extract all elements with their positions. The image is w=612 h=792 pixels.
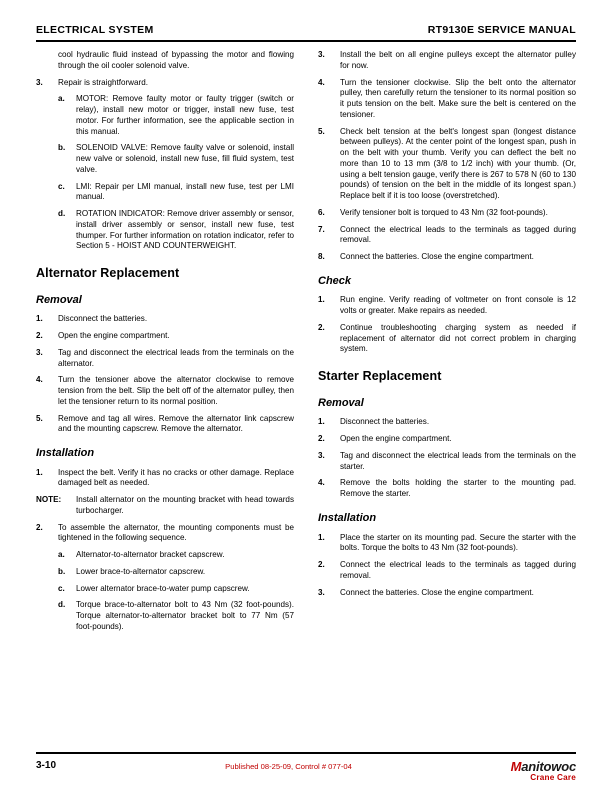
list-item-text: Run engine. Verify reading of voltmeter on front console is 12 volts or greater. Make repairs as needed. xyxy=(340,295,576,316)
footer-page-number: 3-10 xyxy=(36,760,57,771)
list-item xyxy=(318,127,576,202)
list-item xyxy=(318,225,576,247)
list-item-marker: 3. xyxy=(36,347,43,357)
list-item-text: Disconnect the batteries. xyxy=(58,314,148,324)
list-item xyxy=(36,314,294,325)
list-item-text: Torque brace-to-alternator bolt to 43 Nm (32 foot-pounds). Torque alternator-to-alternator bracket bolt to 77 Nm (57 foot-pounds). xyxy=(76,600,294,631)
subsection-heading: Check xyxy=(318,274,352,287)
list-item-marker: b. xyxy=(58,143,66,153)
list-item-marker: 5. xyxy=(36,413,43,423)
list-item-text: Inspect the belt. Verify it has no cracks or other damage. Replace damaged belt as needed. xyxy=(58,467,294,488)
list-item xyxy=(318,295,576,317)
list-item-marker: a. xyxy=(58,94,65,104)
list-item xyxy=(36,414,294,436)
list-item-text: To assemble the alternator, the mounting components must be tightened in the following sequence. xyxy=(58,522,294,543)
list-item-text: Install the belt on all engine pulleys except the alternator pulley for now. xyxy=(340,50,576,70)
header-section-title: ELECTRICAL SYSTEM xyxy=(36,24,154,36)
list-item-marker: 4. xyxy=(318,77,325,87)
sub-list-item xyxy=(58,182,294,204)
list-item-marker: 1. xyxy=(318,417,325,427)
list-item xyxy=(318,417,576,428)
list-item-marker: 8. xyxy=(318,252,325,261)
list-item-text: ROTATION INDICATOR: Remove driver assembly or sensor, install driver assembly or sensor, install new fuse, test thumper. For further information on rotation indicator, refer to Section 5 - HOIST AND COUNTERWEIGHT. xyxy=(76,209,294,251)
page-columns xyxy=(36,50,576,750)
section-heading: Alternator Replacement xyxy=(36,266,180,280)
paragraph: cool hydraulic fluid instead of bypassing the motor and flowing through the oil cooler solenoid valve. xyxy=(58,50,294,70)
subsection-heading: Removal xyxy=(36,293,82,306)
subsection-heading: Installation xyxy=(36,447,95,459)
list-item-marker: 3. xyxy=(318,450,325,460)
list-item xyxy=(318,560,576,582)
footer-publication-info: Published 08-25-09, Control # 077-04 xyxy=(225,762,352,771)
list-item-marker: 3. xyxy=(318,50,325,59)
list-item-text: Remove the bolts holding the starter to the mounting pad. Remove the starter. xyxy=(340,478,576,499)
list-item-marker: 2. xyxy=(318,322,325,332)
list-item-text: SOLENOID VALVE: Remove faulty valve or solenoid, install new valve or solenoid, install new fuse, fill fluid system, test valve. xyxy=(76,143,294,174)
list-item-marker: 1. xyxy=(318,532,325,542)
list-item-marker: 1. xyxy=(36,314,43,324)
list-item-marker: d. xyxy=(58,600,66,610)
list-item-marker: 4. xyxy=(318,478,325,488)
sub-list-item xyxy=(58,584,294,595)
note-text: Install alternator on the mounting bracket with head towards turbocharger. xyxy=(76,495,294,515)
list-item-text: Check belt tension at the belt's longest span (longest distance between pulleys). At the center point of the longest span, push in on the belt with your thumb. Verify you can deflect the belt no more than 10 to 13 mm (3/8 to 1/2 inch) with your thumb. (Or, using a belt tension gauge, verify there is 267 to 578 N (60 to 130 pounds) of tension on the belt in the middle of its longest span.) Replace belt if it is too loose (overstretched). xyxy=(340,126,576,200)
right-column xyxy=(318,50,576,750)
list-item-marker: d. xyxy=(58,209,66,218)
sub-list-item xyxy=(58,94,294,137)
list-item-marker: 2. xyxy=(318,434,325,444)
list-item-text: Turn the tensioner clockwise. Slip the belt onto the alternator pulley, then carefully return the tensioner to its normal position so it puts tension on the belt. Make sure the belt is centered on the tensioner. xyxy=(340,77,576,119)
list-item-marker: 3. xyxy=(36,77,43,87)
list-item-text: Open the engine compartment. xyxy=(340,434,452,444)
logo-tagline: Crane Care xyxy=(530,772,576,782)
note-label: NOTE: xyxy=(36,495,62,505)
list-item-text: Lower alternator brace-to-water pump capscrew. xyxy=(76,583,250,593)
list-item xyxy=(318,478,576,500)
left-column xyxy=(36,50,294,750)
list-item-marker: 7. xyxy=(318,224,325,234)
logo-wordmark-rest: anitowoc xyxy=(521,759,576,774)
section-heading: Starter Replacement xyxy=(318,369,442,384)
list-item xyxy=(318,252,576,263)
list-item xyxy=(318,323,576,355)
subsection-heading: Removal xyxy=(318,396,364,409)
logo-wordmark xyxy=(451,760,576,774)
list-item xyxy=(318,533,576,555)
list-item-text: Remove and tag all wires. Remove the alternator link capscrew and the mounting capscrew. Remove the alternator. xyxy=(58,413,294,434)
list-item xyxy=(318,588,576,599)
list-item-text: Open the engine compartment. xyxy=(58,331,170,340)
list-item xyxy=(318,50,576,72)
list-item-text: Connect the batteries. Close the engine compartment. xyxy=(340,587,534,597)
sub-list-item xyxy=(58,209,294,252)
list-item-text: Tag and disconnect the electrical leads from the terminals on the alternator. xyxy=(58,347,294,368)
list-item-marker: 5. xyxy=(318,126,325,136)
manitowoc-logo xyxy=(451,760,576,782)
list-item-text: Repair is straightforward. xyxy=(58,77,148,87)
list-item xyxy=(36,331,294,342)
list-item-marker: 1. xyxy=(318,295,325,305)
list-item-marker: 2. xyxy=(36,331,43,340)
list-item-marker: a. xyxy=(58,550,65,560)
list-item xyxy=(318,208,576,219)
page-footer xyxy=(36,752,576,782)
list-item-marker: 1. xyxy=(36,467,43,477)
list-item xyxy=(36,348,294,370)
page-header xyxy=(36,24,576,42)
list-item-text: Turn the tensioner above the alternator clockwise to remove tension from the belt. Slip the belt off of the alternator pulley, then let the tensioner return to its normal position. xyxy=(58,375,294,406)
logo-accent-letter: M xyxy=(510,759,522,774)
list-item-marker: 4. xyxy=(36,375,43,385)
subsection-heading: Installation xyxy=(318,511,377,524)
list-item xyxy=(36,78,294,89)
list-item-text: Connect the electrical leads to the terminals as tagged during removal. xyxy=(340,560,576,580)
list-item xyxy=(36,375,294,407)
list-item-marker: c. xyxy=(58,181,65,191)
list-item-marker: 2. xyxy=(318,560,325,569)
note-block xyxy=(36,495,294,517)
list-item-text: Continue troubleshooting charging system as needed if replacement of alternator did not correct problem in charging system. xyxy=(340,322,576,354)
list-item-text: Alternator-to-alternator bracket capscrew. xyxy=(76,550,225,560)
list-item xyxy=(318,451,576,473)
list-item xyxy=(318,434,576,445)
list-item-marker: 2. xyxy=(36,522,43,532)
list-item-text: Lower brace-to-alternator capscrew. xyxy=(76,566,206,576)
list-item-marker: 6. xyxy=(318,207,325,217)
list-item-text: Verify tensioner bolt is torqued to 43 Nm (32 foot-pounds). xyxy=(340,207,548,217)
sub-list-item xyxy=(58,143,294,175)
list-item-text: Tag and disconnect the electrical leads from the terminals on the starter. xyxy=(340,450,576,471)
header-manual-title: RT9130E SERVICE MANUAL xyxy=(427,24,576,36)
list-item-marker: 3. xyxy=(318,587,325,597)
list-item xyxy=(318,78,576,121)
list-item-text: LMI: Repair per LMI manual, install new fuse, test per LMI manual. xyxy=(76,181,294,202)
list-item xyxy=(36,468,294,490)
sub-list-item xyxy=(58,550,294,561)
list-item-marker: c. xyxy=(58,583,65,593)
list-item-text: Place the starter on its mounting pad. Secure the starter with the bolts. Torque the bolts to 43 Nm (32 foot-pounds). xyxy=(340,532,576,553)
list-item-text: Connect the electrical leads to the terminals as tagged during removal. xyxy=(340,224,576,245)
list-item-text: Connect the batteries. Close the engine compartment. xyxy=(340,252,534,261)
list-item-text: MOTOR: Remove faulty motor or faulty trigger (switch or relay), install new motor or trigger, install new fuse, test motor. For further information, see the applicable section in this manual. xyxy=(76,94,294,136)
list-item xyxy=(36,523,294,545)
list-item-marker: b. xyxy=(58,566,66,576)
sub-list-item xyxy=(58,567,294,578)
sub-list-item xyxy=(58,600,294,632)
list-item-text: Disconnect the batteries. xyxy=(340,417,430,427)
